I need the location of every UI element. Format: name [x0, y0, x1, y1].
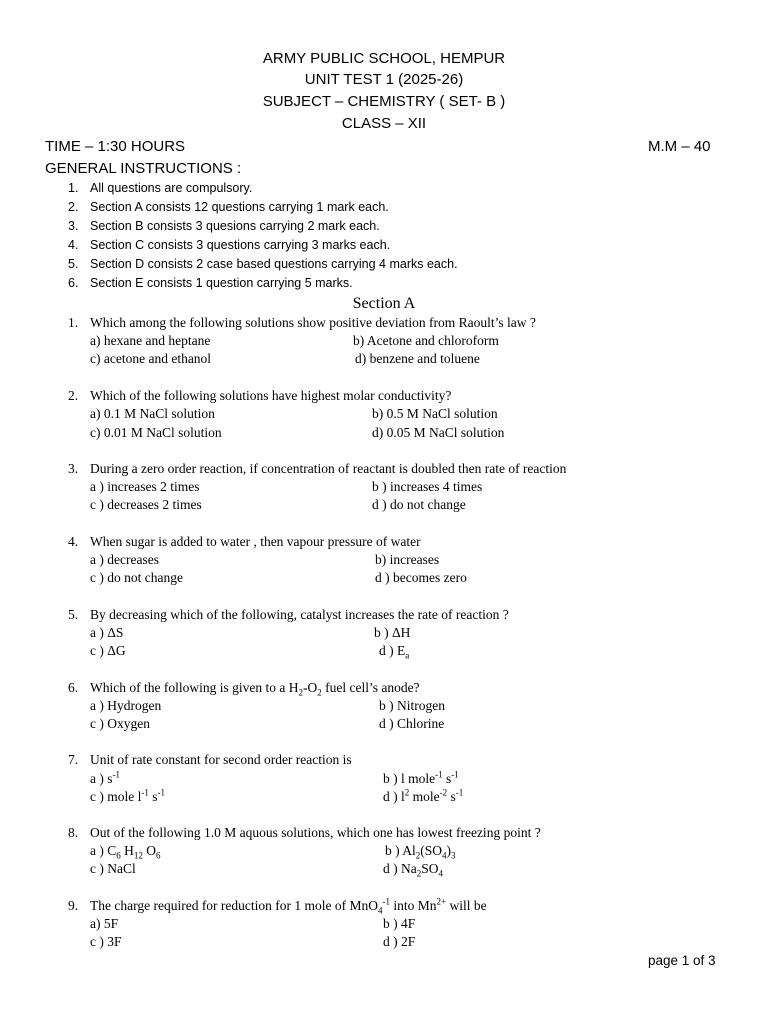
option-c: c ) do not change: [90, 570, 183, 585]
instruction-text: All questions are compulsory.: [90, 181, 253, 195]
question-number: 6.: [68, 680, 79, 695]
option-c: c ) decreases 2 times: [90, 497, 202, 512]
option-d: d ) becomes zero: [375, 570, 467, 585]
option-c: c ) Oxygen: [90, 716, 150, 731]
option-d: d ) $l^2$ mole$^{-2}$ $s^{-1}$: [383, 787, 464, 804]
question-text: Which among the following solutions show positive deviation from Raoult’s law ?: [90, 315, 536, 330]
subject-title: SUBJECT – CHEMISTRY ( SET- B ): [262, 93, 506, 110]
test-title: UNIT TEST 1 (2025-26): [304, 71, 464, 88]
question-text: By decreasing which of the following, catalyst increases the rate of reaction ?: [90, 607, 509, 622]
option-c: c) acetone and ethanol: [90, 351, 212, 366]
option-d: d ) 2F: [383, 934, 416, 949]
option-c: c ) ΔG: [90, 643, 126, 658]
question-number: 8.: [68, 825, 79, 840]
option-a: a ) increases 2 times: [90, 479, 200, 494]
instructions-title: GENERAL INSTRUCTIONS :: [45, 160, 242, 177]
option-b: b) Acetone and chloroform: [353, 333, 499, 348]
option-b: b) 0.5 M NaCl solution: [372, 406, 498, 421]
question-number: 3.: [68, 461, 79, 476]
option-d: d) 0.05 M NaCl solution: [372, 425, 505, 440]
instruction-num: 1.: [68, 181, 79, 195]
instruction-text: Section E consists 1 question carrying 5 marks.: [90, 276, 353, 290]
question-number: 5.: [68, 607, 79, 622]
option-a: a) 5F: [90, 916, 119, 931]
question-number: 1.: [68, 315, 79, 330]
max-marks: M.M – 40: [648, 138, 711, 155]
option-d: d) benzene and toluene: [355, 351, 480, 366]
option-c: c ) 3F: [90, 934, 122, 949]
option-b: b ) $Al_2(SO_4)_3$: [385, 843, 456, 861]
option-a: a ) $s^{-1}$: [90, 769, 120, 786]
option-a: a ) ΔS: [90, 625, 124, 640]
instruction-text: Section C consists 3 questions carrying 3 marks each.: [90, 238, 391, 252]
option-c: c) 0.01 M NaCl solution: [90, 425, 222, 440]
instruction-text: Section D consists 2 case based questions carrying 4 marks each.: [90, 257, 458, 271]
option-b: b ) 4F: [383, 916, 416, 931]
instruction-num: 5.: [68, 257, 79, 271]
option-b: b ) increases 4 times: [372, 479, 483, 494]
instruction-num: 6.: [68, 276, 79, 290]
option-c: c ) NaCl: [90, 861, 136, 876]
time-label: TIME – 1:30 HOURS: [45, 138, 186, 155]
question-number: 9.: [68, 898, 79, 913]
option-d: d ) Chlorine: [379, 716, 445, 731]
option-c: c ) mole $l^{-1}$ $s^{-1}$: [90, 787, 165, 804]
section-title: Section A: [352, 295, 416, 312]
option-a: a ) Hydrogen: [90, 698, 162, 713]
option-b: b ) Nitrogen: [379, 698, 445, 713]
option-b: b ) ΔH: [374, 625, 411, 640]
question-number: 7.: [68, 752, 79, 767]
question-number: 4.: [68, 534, 79, 549]
option-d: d ) $E_a$: [379, 643, 410, 661]
question-text: During a zero order reaction, if concentration of reactant is doubled then rate of reaction: [90, 461, 567, 476]
question-text: Which of the following solutions have highest molar conductivity?: [90, 388, 452, 403]
instruction-num: 3.: [68, 219, 79, 233]
instruction-num: 2.: [68, 200, 79, 214]
option-a: a) hexane and heptane: [90, 333, 211, 348]
option-a: a ) $C_6$ $H_{12}$ $O_6$: [90, 843, 161, 861]
question-text: The charge required for reduction for 1 mole of MnO$_4^{-1}$ into $Mn^{2+}$ will be: [90, 896, 487, 916]
option-d: d ) do not change: [372, 497, 466, 512]
option-d: d ) $Na_2SO_4$: [383, 861, 444, 879]
option-b: b ) l mole$^{-1}$ $s^{-1}$: [383, 769, 459, 786]
question-text: When sugar is added to water , then vapour pressure of water: [90, 534, 421, 549]
question-number: 2.: [68, 388, 79, 403]
instruction-text: Section B consists 3 quesions carrying 2 mark each.: [90, 219, 380, 233]
page-number: page 1 of 3: [648, 953, 716, 968]
instruction-text: Section A consists 12 questions carrying 1 mark each.: [90, 200, 389, 214]
question-text: Which of the following is given to a $H_2-O_2$ fuel cell’s anode?: [90, 680, 420, 698]
question-text: Unit of rate constant for second order reaction is: [90, 752, 352, 767]
school-name: ARMY PUBLIC SCHOOL, HEMPUR: [262, 50, 506, 67]
question-text: Out of the following 1.0 M aquous solutions, which one has lowest freezing point ?: [90, 825, 541, 840]
option-a: a) 0.1 M NaCl solution: [90, 406, 215, 421]
option-a: a ) decreases: [90, 552, 159, 567]
option-b: b) increases: [375, 552, 440, 567]
instruction-num: 4.: [68, 238, 79, 252]
class-title: CLASS – XII: [341, 115, 427, 132]
